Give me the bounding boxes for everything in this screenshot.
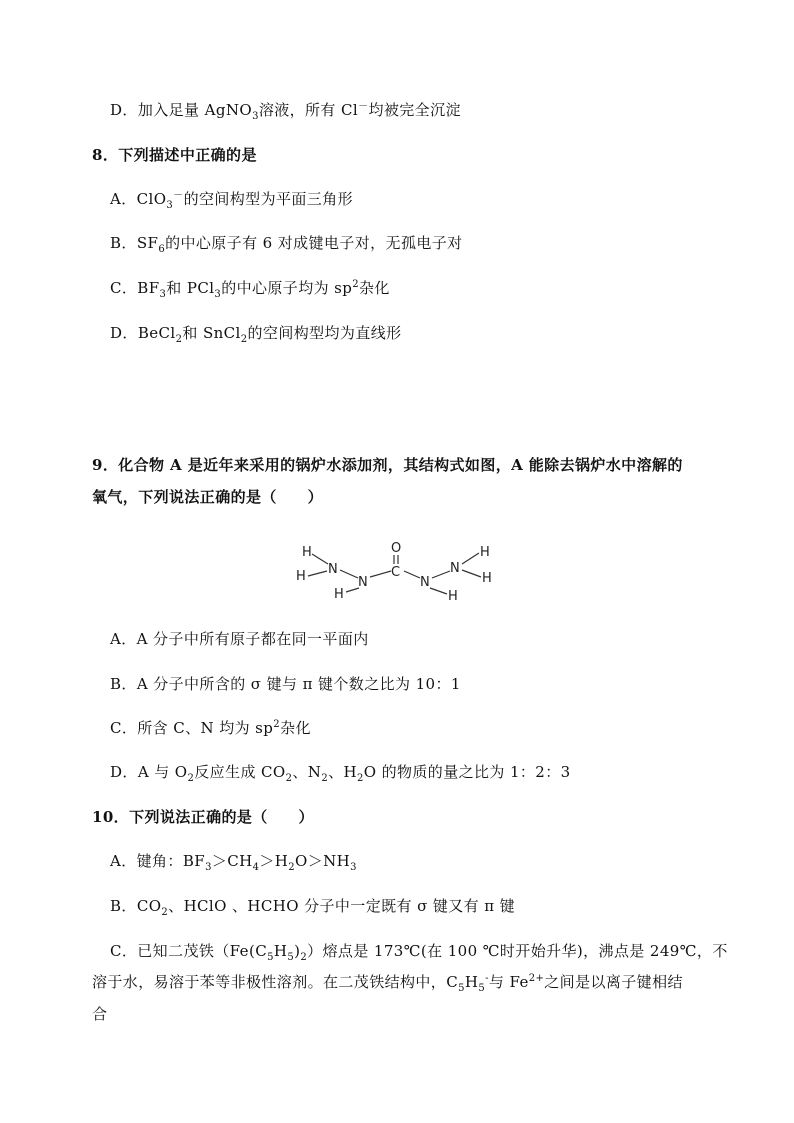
text: 杂化: [359, 279, 390, 297]
q10-option-c-line1: [110, 940, 728, 962]
subscript: 2: [175, 334, 183, 345]
text: O 的物质的量之比为 1：2：3: [363, 763, 571, 781]
text: 均被完全沉淀: [368, 101, 461, 119]
subscript: 4: [252, 862, 260, 873]
text: 溶于水，易溶于苯等非极性溶剂。在二茂铁结构中，C: [92, 973, 459, 991]
text: C．所含 C、N 均为 sp: [110, 719, 274, 737]
text: A．ClO: [110, 190, 167, 208]
text: 溶液，所有 Cl: [258, 101, 359, 119]
text: D．BeCl: [110, 324, 176, 342]
q9-option-b: [110, 673, 461, 695]
text: B．SF: [110, 234, 159, 252]
text: 、N: [292, 763, 322, 781]
q7-option-d: [110, 99, 461, 121]
text: D．A 与 O: [110, 763, 188, 781]
superscript: 2: [352, 279, 360, 290]
bond: [432, 571, 450, 578]
superscript: 2+: [528, 973, 545, 984]
text: C．已知二茂铁（Fe(C: [110, 942, 268, 960]
superscript: －: [358, 101, 369, 112]
atom-n: N: [420, 575, 430, 590]
text: 和 PCl: [166, 279, 215, 297]
atom-h: H: [296, 569, 306, 584]
atom-h: H: [302, 545, 312, 560]
text: 杂化: [280, 719, 311, 737]
subscript: 3: [166, 200, 174, 211]
atom-h: H: [480, 545, 490, 560]
q9-stem-line1: 9．化合物 A 是近年来采用的锅炉水添加剂，其结构式如图，A 能除去锅炉水中溶解的: [92, 456, 683, 474]
text: 与 Fe: [488, 973, 529, 991]
atom-h: H: [482, 571, 492, 586]
bond: [430, 588, 447, 594]
bond: [462, 553, 479, 564]
q8-option-b: [110, 232, 463, 254]
subscript: 2: [321, 773, 329, 784]
q10-option-c-line2: [92, 971, 683, 993]
bond: [340, 570, 358, 578]
subscript: 3: [350, 862, 357, 873]
text: C．BF: [110, 279, 160, 297]
subscript: 2: [187, 773, 195, 784]
text: O＞NH: [295, 852, 351, 870]
text: 反应生成 CO: [194, 763, 286, 781]
subscript: 2: [300, 952, 308, 963]
subscript: 5: [267, 952, 274, 963]
q10-option-a: [110, 850, 357, 872]
text: H: [464, 973, 479, 991]
text: ＞CH: [211, 852, 253, 870]
q9-option-c: [110, 717, 311, 739]
q8-stem: 8．下列描述中正确的是: [92, 146, 257, 164]
text: ）熔点是 173℃(在 100 ℃时开始升华)，沸点是 249℃，不: [307, 942, 728, 960]
bond: [346, 588, 359, 592]
text: B．CO: [110, 897, 162, 915]
text: A．键角：BF: [110, 852, 206, 870]
bond: [370, 571, 391, 577]
superscript: －: [173, 190, 184, 201]
structure-diagram: [290, 540, 510, 602]
bond: [308, 571, 327, 576]
text: 的空间构型均为直线形: [247, 324, 402, 342]
q9-option-a: A．A 分子中所有原子都在同一平面内: [110, 630, 369, 648]
bond: [462, 570, 481, 577]
atom-c: C: [391, 565, 401, 580]
atom-n: N: [328, 562, 338, 577]
text: ＞H: [259, 852, 289, 870]
q9-option-d: [110, 761, 571, 783]
q9-stem-line2: 氧气，下列说法正确的是（ ）: [92, 488, 324, 506]
q8-option-a: [110, 188, 353, 210]
superscript: -: [485, 973, 489, 984]
subscript: 3: [159, 289, 167, 300]
bond: [312, 554, 328, 564]
q8-option-d: [110, 322, 402, 344]
text: B．A 分子中所含的 σ 键与 π 键个数之比为 10：1: [110, 675, 461, 693]
text: 之间是以离子键相结: [544, 973, 683, 991]
text: 的空间构型为平面三角形: [183, 190, 353, 208]
subscript: 3: [214, 289, 222, 300]
text: ): [294, 942, 301, 960]
text: 的中心原子均为 sp: [221, 279, 353, 297]
q10-option-c-line3: 合: [92, 1005, 108, 1023]
atom-h: H: [334, 587, 344, 602]
text: D．加入足量 AgNO: [110, 101, 253, 119]
superscript: 2: [273, 719, 281, 730]
subscript: 5: [478, 983, 486, 994]
q10-stem: 10．下列说法正确的是（ ）: [92, 808, 314, 826]
text: 、HClO 、HCHO 分子中一定既有 σ 键又有 π 键: [168, 897, 516, 915]
text: H: [273, 942, 288, 960]
subscript: 3: [252, 111, 259, 122]
subscript: 2: [240, 334, 248, 345]
atom-n: N: [450, 561, 460, 576]
atom-o: O: [391, 541, 402, 556]
subscript: 2: [285, 773, 293, 784]
text: 的中心原子有 6 对成键电子对，无孤电子对: [165, 234, 463, 252]
text: 、H: [328, 763, 357, 781]
subscript: 3: [205, 862, 212, 873]
atom-n: N: [358, 575, 368, 590]
subscript: 5: [287, 952, 295, 963]
q8-option-c: [110, 277, 390, 299]
subscript: 2: [356, 773, 364, 784]
subscript: 6: [158, 244, 166, 255]
atom-h: H: [448, 589, 458, 602]
text: 和 SnCl: [182, 324, 241, 342]
subscript: 5: [458, 983, 465, 994]
subscript: 2: [288, 862, 296, 873]
bond: [404, 571, 420, 578]
subscript: 2: [161, 907, 169, 918]
q10-option-b: [110, 895, 515, 917]
